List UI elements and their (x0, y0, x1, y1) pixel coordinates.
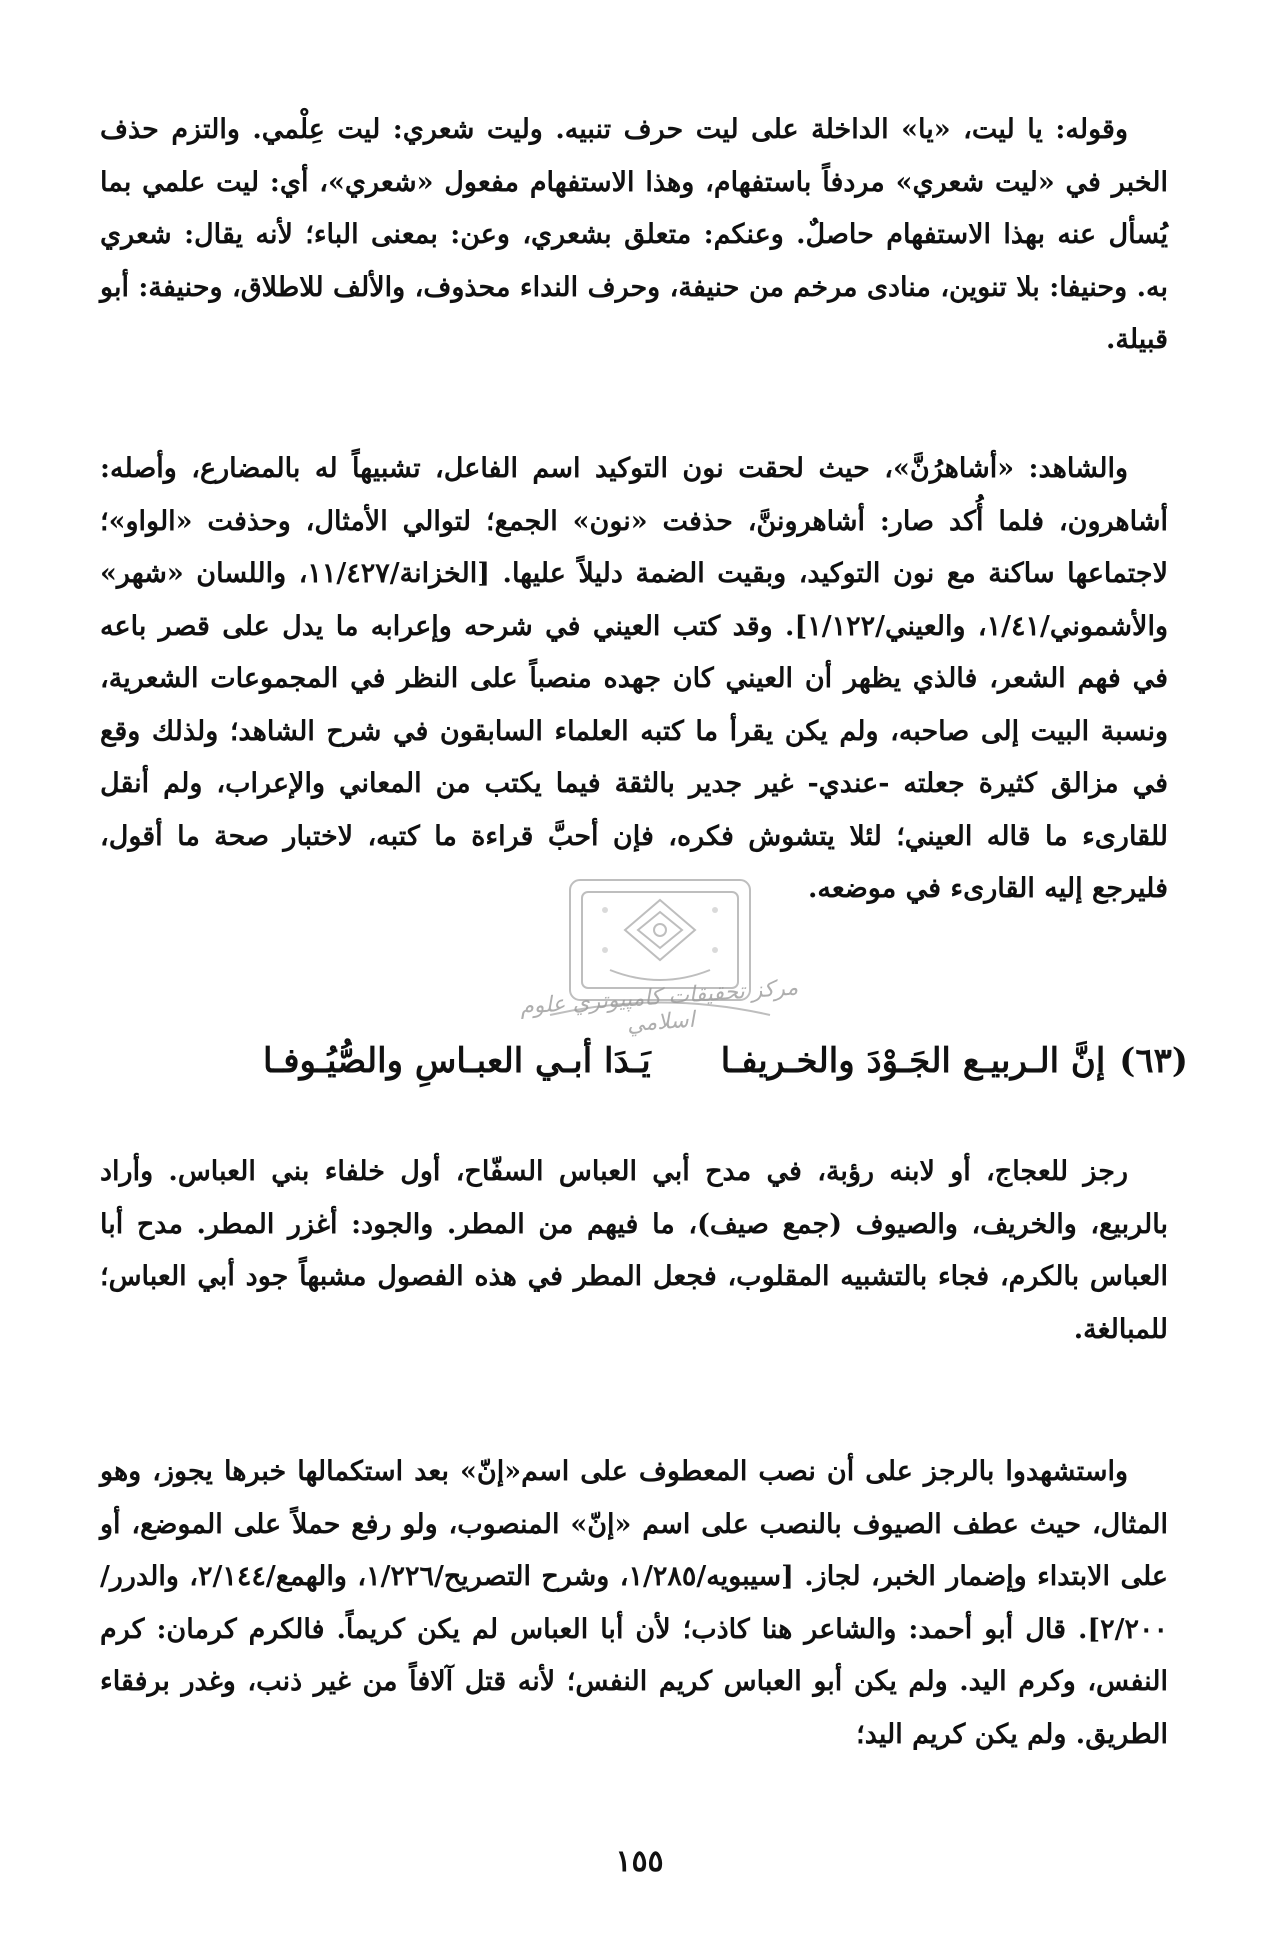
verse-line (150, 1036, 1188, 1086)
paragraph-explanation (100, 104, 1168, 367)
verse-first-hemistich: إنَّ الـربيـع الجَـوْدَ والخـريفـا (720, 1041, 1106, 1081)
paragraph-text: رجز للعجاج، أو لابنه رؤبة، في مدح أبي العباس السفّاح، أول خلفاء بني العباس. وأراد بالربيع، والخريف، والصيوف (جمع صيف)، ما فيهم من المطر. والجود: أغزر المطر. مدح أبا العباس بالكرم، فجاء بالتشبيه المقلوب، فجعل المطر في هذه الفصول مشبهاً جود أبي العباس؛ للمبالغة. (100, 1156, 1168, 1345)
paragraph-verse-commentary (100, 1146, 1168, 1356)
paragraph-text: وقوله: يا ليت، «يا» الداخلة على ليت حرف تنبيه. وليت شعري: ليت عِلْمي. والتزم حذف الخبر في «ليت شعري» مردفاً باستفهام، وهذا الاستفهام مفعول «شعري»، أي: ليت علمي بما يُسأل عنه بهذا الاستفهام حاصلٌ. وعنكم: متعلق بشعري، وعن: بمعنى الباء؛ لأنه يقال: شعري به. وحنيفا: بلا تنوين، منادى مرخم من حنيفة، وحرف النداء محذوف، والألف للاطلاق، وحنيفة: أبو قبيلة. (100, 114, 1168, 355)
paragraph-text: والشاهد: «أشاهرُنَّ»، حيث لحقت نون التوكيد اسم الفاعل، تشبيهاً له بالمضارع، وأصله: أشاهرون، فلما أُكد صار: أشاهروننَّ، حذفت «نون» الجمع؛ لتوالي الأمثال، وحذفت «الواو»؛ لاجتماعها ساكنة مع نون التوكيد، وبقيت الضمة دليلاً عليها. [الخزانة/١١/٤٢٧، واللسان «شهر» والأشموني/١/٤١، والعيني/١/١٢٢]. وقد كتب العيني في شرحه وإعرابه ما يدل على قصر باعه في فهم الشعر، فالذي يظهر أن العيني كان جهده منصباً على النظر في المجموعات الشعرية، ونسبة البيت إلى صاحبه، ولم يكن يقرأ ما كتبه العلماء السابقون في شرح الشاهد؛ ولذلك وقع في مزالق كثيرة جعلته -عندي- غير جدير بالثقة فيما يكتب من المعاني والإعراب، ولم أنقل للقارىء ما قاله العيني؛ لئلا يتشوش فكره، فإن أحبَّ قراءة ما كتبه، لاختبار صحة ما أقول، فليرجع إليه القارىء في موضعه. (100, 453, 1169, 904)
paragraph-text: واستشهدوا بالرجز على أن نصب المعطوف على اسم«إنّ» بعد استكمالها خبرها يجوز، وهو المثال، حيث عطف الصيوف بالنصب على اسم «إنّ» المنصوب، ولو رفع حملاً على الموضع، أو على الابتداء وإضمار الخبر، لجاز. [سيبويه/١/٢٨٥، وشرح التصريح/١/٢٢٦، والهمع/٢/١٤٤، والدرر/٢/٢٠٠]. قال أبو أحمد: والشاعر هنا كاذب؛ لأن أبا العباس لم يكن كريماً. فالكرم كرمان: كرم النفس، وكرم اليد. ولم يكن أبو العباس كريم النفس؛ لأنه قتل آلافاً من غير ذنب، وغدر برفقاء الطريق. ولم يكن كريم اليد؛ (100, 1456, 1168, 1750)
page-number: ١٥٥ (615, 1844, 664, 1879)
verse-second-hemistich: يَـدَا أبـي العبـاسِ والصُّيُـوفـا (262, 1041, 651, 1081)
watermark-text: مركز تحقيقات كامپيوتري علوم اسلامي (519, 975, 799, 1038)
verse-number: (٦٣) (1119, 1041, 1188, 1081)
paragraph-evidence (100, 443, 1168, 916)
paragraph-grammar-evidence (100, 1446, 1168, 1761)
